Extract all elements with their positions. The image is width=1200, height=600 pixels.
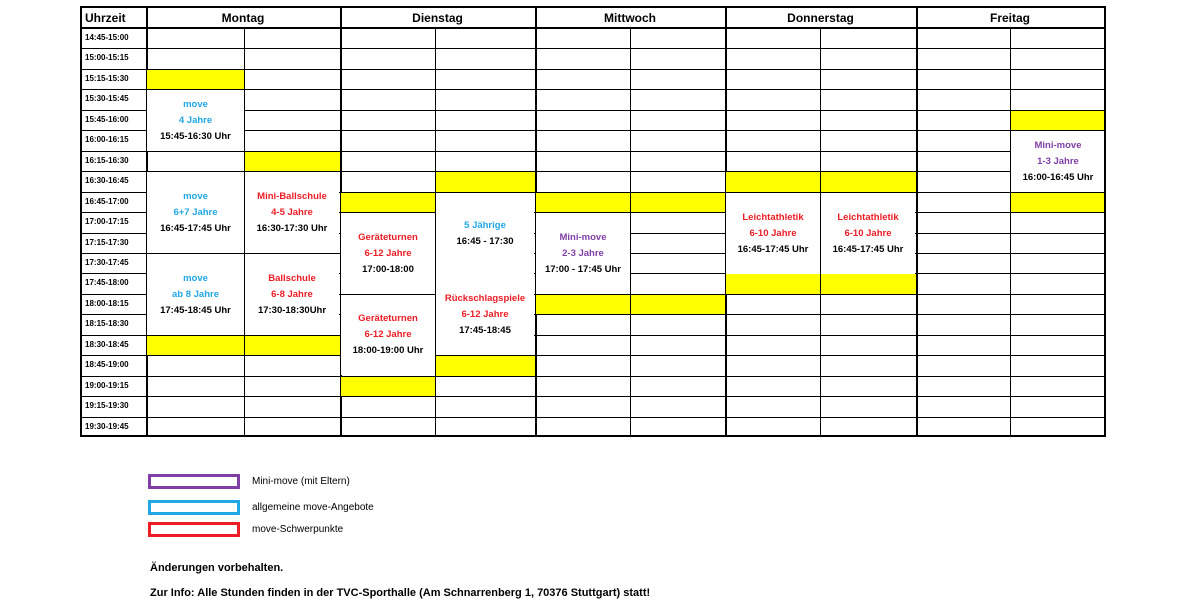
grid-column-line <box>916 8 918 435</box>
course-name: Leichtathletik <box>837 211 899 223</box>
legend-swatch-red <box>148 522 240 537</box>
course-block <box>245 254 339 335</box>
timetable <box>80 6 1106 437</box>
grid-row-line <box>82 151 1104 152</box>
course-age: 6-10 Jahre <box>749 227 797 239</box>
course-block <box>536 213 630 294</box>
highlight-cell <box>821 172 916 192</box>
time-slot-label: 16:00-16:15 <box>85 135 129 144</box>
course-age: 6-12 Jahre <box>364 329 412 340</box>
course-block <box>341 295 435 375</box>
course-age: 6-8 Jahre <box>271 288 313 300</box>
course-block <box>341 213 435 294</box>
highlight-cell <box>436 172 535 192</box>
time-column-header: Uhrzeit <box>85 11 126 25</box>
time-slot-label: 16:30-16:45 <box>85 176 129 185</box>
course-time: 16:00-16:45 Uhr <box>1022 171 1094 183</box>
course-block <box>1011 131 1105 192</box>
course-name: Geräteturnen <box>358 313 418 324</box>
highlight-cell <box>726 172 820 192</box>
course-age: 6-10 Jahre <box>844 227 892 239</box>
grid-row-line <box>82 417 1104 418</box>
course-name: Geräteturnen <box>358 231 418 243</box>
day-header-friday: Freitag <box>989 11 1030 25</box>
highlight-cell <box>631 193 725 212</box>
time-slot-label: 15:00-15:15 <box>85 53 129 62</box>
course-age: 6+7 Jahre <box>173 206 218 218</box>
course-name: Mini-Ballschule <box>257 190 327 202</box>
course-age: 6-12 Jahre <box>461 308 509 320</box>
time-slot-label: 15:15-15:30 <box>85 74 129 83</box>
legend-swatch-purple <box>148 474 240 489</box>
legend-swatch-blue <box>148 500 240 515</box>
time-slot-label: 19:15-19:30 <box>85 401 129 410</box>
course-age: ab 8 Jahre <box>172 288 219 300</box>
course-time: 15:45-16:30 Uhr <box>160 130 231 142</box>
course-block <box>147 172 244 253</box>
time-slot-label: 18:45-19:00 <box>85 360 129 369</box>
time-slot-label: 14:45-15:00 <box>85 33 129 42</box>
course-name: Ballschule <box>268 272 316 284</box>
highlight-cell <box>536 193 630 212</box>
disclaimer-note: Änderungen vorbehalten. <box>150 562 284 574</box>
course-time: 17:30-18:30Uhr <box>257 304 327 316</box>
course-time: 17:00-18:00 <box>362 263 414 275</box>
course-name: move <box>183 98 208 110</box>
time-slot-label: 18:15-18:30 <box>85 319 129 328</box>
grid-row-line <box>82 396 1104 397</box>
course-block <box>147 254 244 335</box>
time-slot-label: 19:00-19:15 <box>85 381 129 390</box>
course-time: 17:00 - 17:45 Uhr <box>544 263 622 275</box>
highlight-cell <box>341 193 435 212</box>
course-name: Leichtathletik <box>742 211 804 223</box>
time-slot-label: 17:30-17:45 <box>85 258 129 267</box>
course-time: 18:00-19:00 Uhr <box>352 345 424 356</box>
grid-column-line <box>1010 28 1011 435</box>
time-slot-label: 17:45-18:00 <box>85 278 129 287</box>
grid-row-line <box>82 355 1104 356</box>
course-age: 4-5 Jahre <box>271 206 313 218</box>
day-header-tuesday: Dienstag <box>412 11 463 25</box>
time-slot-label: 15:30-15:45 <box>85 94 129 103</box>
course-name: 5 Jährige <box>464 219 506 231</box>
highlight-cell <box>147 70 244 89</box>
highlight-cell <box>147 336 244 355</box>
course-time: 17:45-18:45 <box>459 324 511 336</box>
course-name: move <box>183 272 208 284</box>
highlight-cell <box>341 377 435 396</box>
time-slot-label: 17:00-17:15 <box>85 217 129 226</box>
course-block <box>147 90 244 151</box>
day-header-wednesday: Mittwoch <box>604 11 656 25</box>
course-name: move <box>183 190 208 202</box>
course-block <box>821 193 915 274</box>
highlight-cell <box>1011 111 1104 130</box>
highlight-cell <box>245 152 340 171</box>
course-age: 4 Jahre <box>178 114 213 126</box>
course-time: 16:45-17:45 Uhr <box>160 222 231 234</box>
time-slot-label: 19:30-19:45 <box>85 422 129 431</box>
highlight-cell <box>245 336 340 355</box>
time-slot-label: 16:45-17:00 <box>85 197 129 206</box>
highlight-cell <box>631 295 725 314</box>
grid-column-line <box>630 28 631 435</box>
legend-label: allgemeine move-Angebote <box>252 502 374 513</box>
course-time: 16:45-17:45 Uhr <box>832 243 904 255</box>
time-slot-label: 18:30-18:45 <box>85 340 129 349</box>
course-time: 16:45-17:45 Uhr <box>737 243 809 255</box>
legend-label: Mini-move (mit Eltern) <box>252 476 350 487</box>
course-age: 2-3 Jahre <box>562 247 604 259</box>
time-slot-label: 17:15-17:30 <box>85 238 129 247</box>
day-header-thursday: Donnerstag <box>787 11 854 25</box>
time-slot-label: 16:15-16:30 <box>85 156 129 165</box>
course-age: 6-12 Jahre <box>364 247 412 259</box>
legend-item-focus <box>148 522 448 542</box>
course-name: Mini-move <box>1034 139 1082 151</box>
course-block <box>436 193 534 274</box>
legend-label: move-Schwerpunkte <box>252 524 344 535</box>
highlight-cell <box>436 356 535 376</box>
time-slot-label: 15:45-16:00 <box>85 115 129 124</box>
course-time: 17:45-18:45 Uhr <box>160 304 231 316</box>
grid-row-line <box>82 376 1104 377</box>
course-block <box>726 193 820 274</box>
course-block <box>436 275 534 354</box>
highlight-cell <box>821 274 916 294</box>
course-time: 16:45 - 17:30 <box>456 235 514 247</box>
course-block <box>245 172 339 253</box>
legend-item-general <box>148 500 448 520</box>
highlight-cell <box>536 295 630 314</box>
legend-item-mini-move <box>148 474 448 494</box>
grid-row-line <box>82 48 1104 49</box>
course-time: 16:30-17:30 Uhr <box>256 222 328 234</box>
course-name: Rückschlagspiele <box>444 292 526 304</box>
day-header-monday: Montag <box>221 11 265 25</box>
time-slot-label: 18:00-18:15 <box>85 299 129 308</box>
course-name: Mini-move <box>559 231 607 243</box>
highlight-cell <box>1011 193 1104 212</box>
grid-column-line <box>1104 8 1106 435</box>
course-age: 1-3 Jahre <box>1037 155 1079 167</box>
highlight-cell <box>726 274 820 294</box>
location-info-note: Zur Info: Alle Stunden finden in der TVC-Sporthalle (Am Schnarrenberg 1, 70376 Stuttgart) statt! <box>150 587 651 599</box>
